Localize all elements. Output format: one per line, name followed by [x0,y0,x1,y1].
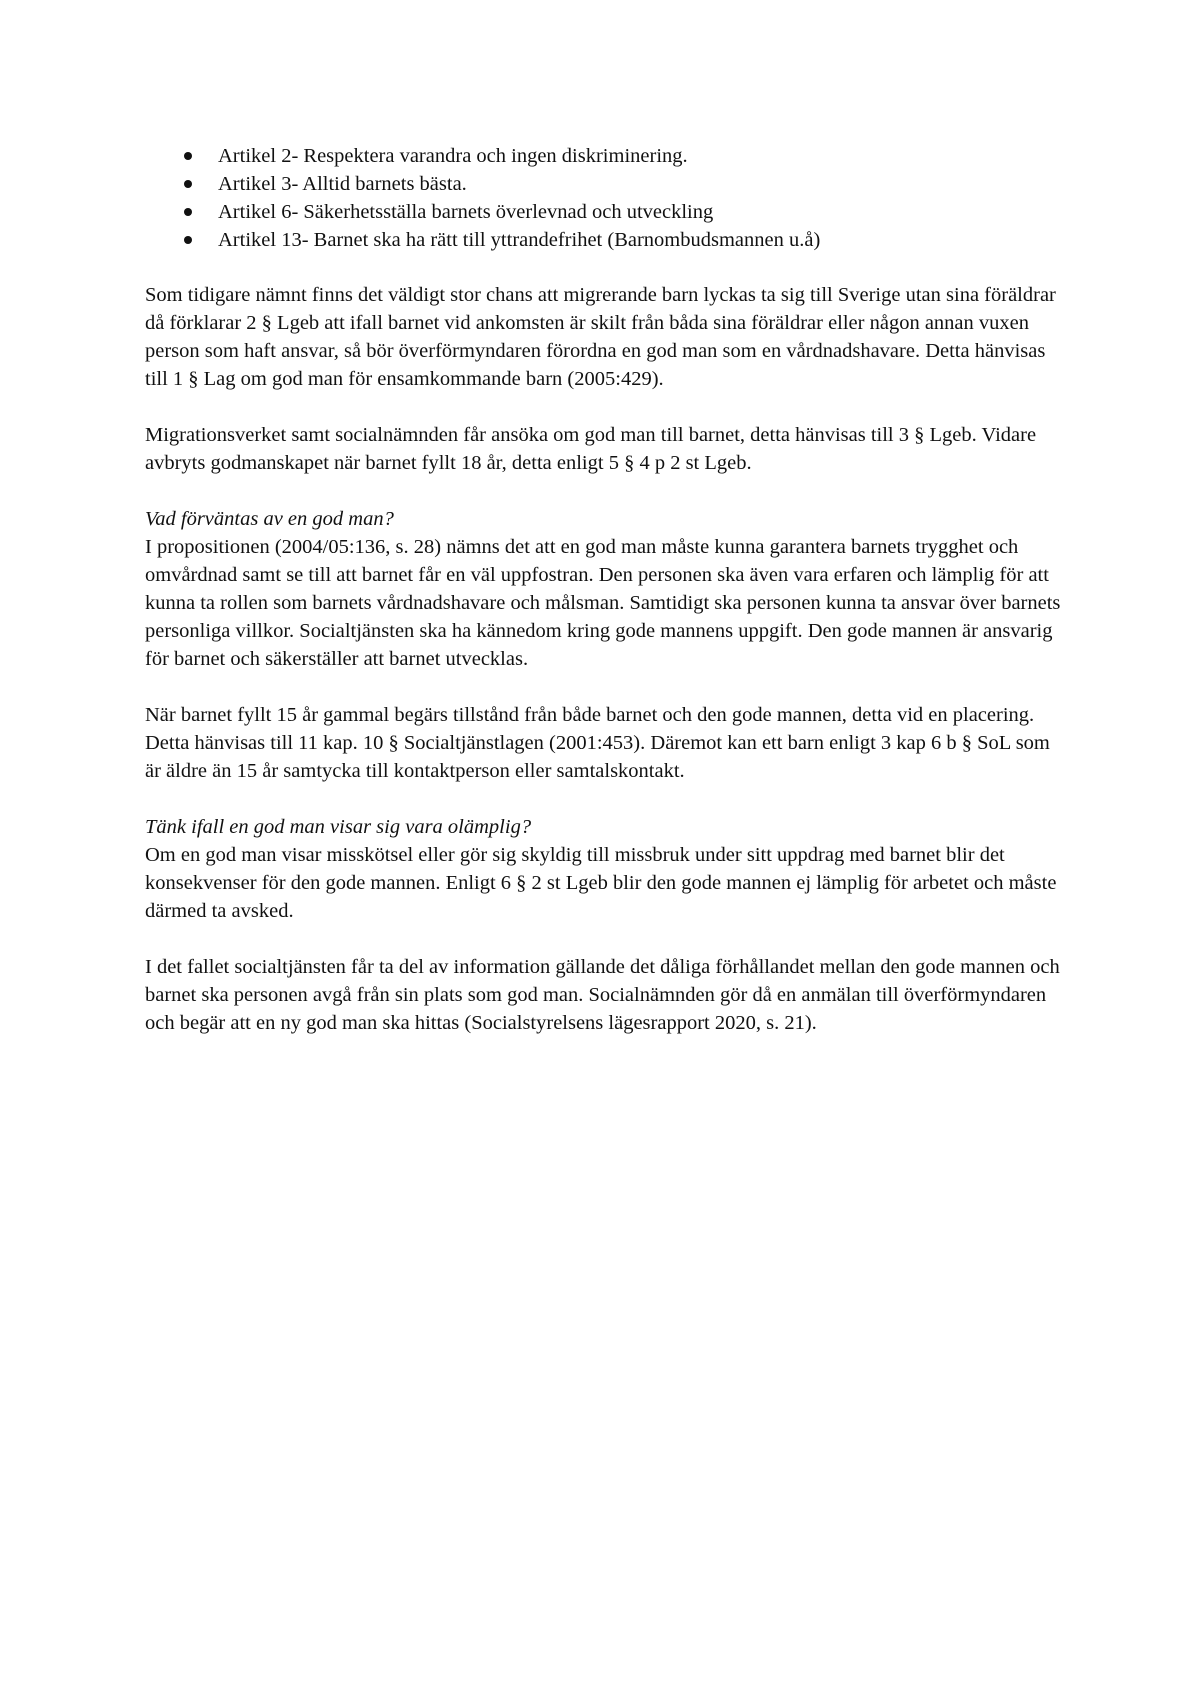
list-item [145,142,1065,170]
section-expectations [145,505,1065,673]
paragraph-age-fifteen: När barnet fyllt 15 år gammal begärs tillstånd från både barnet och den gode mannen, detta vid en placering. Detta hänvisas till 11 kap. 10 § Socialtjänstlagen (2001:453). Däremot kan ett barn enligt 3 kap 6 b § SoL som är äldre än 15 år samtycka till kontaktperson eller samtalskontakt. [145,704,1050,782]
list-item [145,226,1065,254]
bullet-icon [184,236,192,244]
list-item [145,170,1065,198]
document-body [145,142,1065,1065]
paragraph-misconduct: Om en god man visar misskötsel eller gör sig skyldig till missbruk under sitt uppdrag med barnet blir det konsekvenser för den gode mannen. Enligt 6 § 2 st Lgeb blir den gode mannen ej lämplig för arbetet och måste därmed ta avsked. [145,844,1057,922]
list-item-text: Artikel 3- Alltid barnets bästa. [218,173,467,195]
paragraph-social-services: I det fallet socialtjänsten får ta del av information gällande det dåliga förhållandet mellan den gode mannen och barnet ska personen avgå från sin plats som god man. Socialnämnden gör då en anmälan till överförmyndaren och begär att en ny god man ska hittas (Socialstyrelsens lägesrapport 2020, s. 21). [145,956,1060,1034]
paragraph-migrating-children: Som tidigare nämnt finns det väldigt stor chans att migrerande barn lyckas ta sig till Sverige utan sina föräldrar då förklarar 2 § Lgeb att ifall barnet vid ankomsten är skilt från båda sina föräldrar eller någon annan vuxen person som haft ansvar, så bör överförmyndaren förordna en god man som en vårdnadshavare. Detta hänvisas till 1 § Lag om god man för ensamkommande barn (2005:429). [145,284,1056,390]
list-item [145,198,1065,226]
list-item-text: Artikel 13- Barnet ska ha rätt till yttrandefrihet (Barnombudsmannen u.å) [218,229,821,251]
section-heading: Vad förväntas av en god man? [145,508,394,530]
paragraph-application: Migrationsverket samt socialnämnden får ansöka om god man till barnet, detta hänvisas till 3 § Lgeb. Vidare avbryts godmanskapet när barnet fyllt 18 år, detta enligt 5 § 4 p 2 st Lgeb. [145,424,1037,474]
section-heading: Tänk ifall en god man visar sig vara olämplig? [145,816,532,838]
section-unsuitable [145,813,1065,925]
list-item-text: Artikel 2- Respektera varandra och ingen diskriminering. [218,145,688,167]
bullet-icon [184,180,192,188]
paragraph-proposition: I propositionen (2004/05:136, s. 28) nämns det att en god man måste kunna garantera barnets trygghet och omvårdnad samt se till att barnet får en väl uppfostran. Den personen ska även vara erfaren och lämplig för att kunna ta rollen som barnets vårdnadshavare och målsman. Samtidigt ska personen kunna ta ansvar över barnets personliga villkor. Socialtjänsten ska ha kännedom kring gode mannens uppgift. Den gode mannen är ansvarig för barnet och säkerställer att barnet utvecklas. [145,536,1061,670]
list-item-text: Artikel 6- Säkerhetsställa barnets överlevnad och utveckling [218,201,714,223]
bullet-icon [184,152,192,160]
article-list [145,142,1065,254]
bullet-icon [184,208,192,216]
